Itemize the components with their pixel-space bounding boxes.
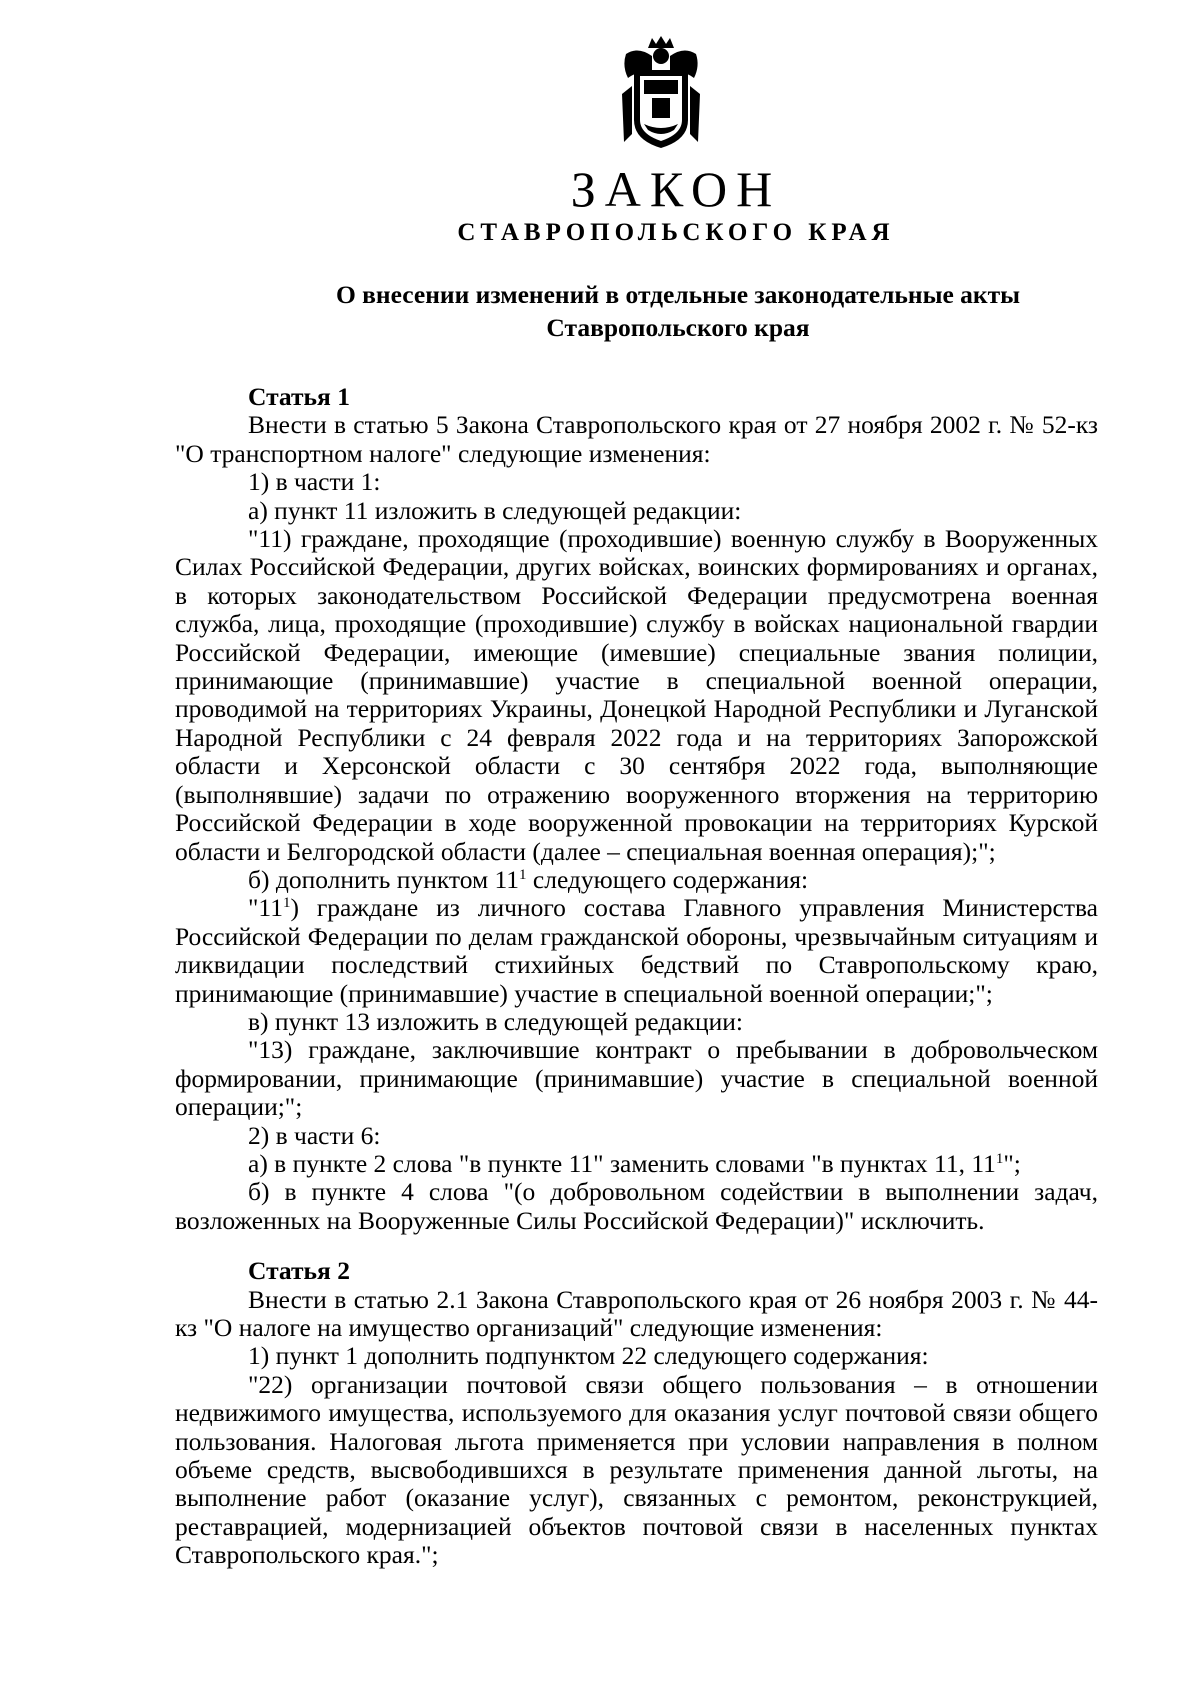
article-1-paragraph [175, 894, 1098, 1008]
heading-line-1: О внесении изменений в отдельные законодательные акты [335, 280, 1021, 309]
article-2-title: Статья 2 [248, 1256, 350, 1286]
article-1-paragraph [175, 1150, 1098, 1178]
article-1-paragraph [175, 866, 1098, 894]
text-run: а) в пункте 2 слова "в пункте 11" заменить словами "в пунктах 11, 11 [248, 1148, 996, 1178]
article-1-paragraph: а) пункт 11 изложить в следующей редакции: [248, 495, 742, 525]
coat-of-arms-icon [618, 34, 704, 152]
superscript: 1 [282, 895, 291, 912]
text-run: "11 [248, 893, 283, 923]
document-subtitle: СТАВРОПОЛЬСКОГО КРАЯ [457, 219, 895, 246]
article-2-intro: Внести в статью 2.1 Закона Ставропольского края от 26 ноября 2003 г. № 44-кз "О налоге на имущество организаций" следующие изменения: [175, 1284, 1098, 1342]
article-1-paragraph: 1) в части 1: [248, 467, 381, 497]
article-1-paragraph: "13) граждане, заключившие контракт о пребывании в добровольческом формировании, принимающие (принимавшие) участие в специальной военной операции;"; [175, 1035, 1098, 1122]
document-heading [258, 278, 1098, 344]
article-2-paragraph: "22) организации почтовой связи общего пользования – в отношении недвижимого имущества, используемого для оказания услуг почтовой связи общего пользования. Налоговая льгота применяется при условии направления в полном объеме средств, высвободившихся в результате применения данной льготы, на выполнение работ (оказание услуг), связанных с ремонтом, реконструкцией, реставрацией, модернизацией объектов почтовой связи в населенных пунктах Ставропольского края."; [175, 1369, 1098, 1570]
superscript: 1 [995, 1150, 1004, 1167]
heading-line-2: Ставропольского края [546, 313, 810, 342]
document-title: ЗАКОН [570, 161, 782, 217]
article-1-title: Статья 1 [248, 382, 350, 411]
document-body [175, 383, 1098, 1570]
article-1-paragraph: 2) в части 6: [248, 1120, 381, 1150]
text-run: "; [1003, 1148, 1021, 1178]
article-1-paragraph: "11) граждане, проходящие (проходившие) военную службу в Вооруженных Силах Российской Федерации, других войсках, воинских формированиях и органах, в которых законодательством Российской Федерации предусмотрена военная служба, лица, проходящие (проходившие) службу в войсках национальной гвардии Российской Федерации, имеющие (имевшие) специальные звания полиции, принимающие (принимавшие) участие в специальной военной операции, проводимой на территориях Украины, Донецкой Народной Республики и Луганской Народной Республики с 24 февраля 2022 года и на территориях Запорожской области и Херсонской области с 30 сентября 2022 года, выполняющие (выполнявшие) задачи по отражению вооруженного вторжения на территорию Российской Федерации в ходе вооруженной провокации на территориях Курской области и Белгородской области (далее – специальная военная операция);"; [175, 524, 1098, 866]
text-run: ) граждане из личного состава Главного управления Министерства Российской Федерации по делам гражданской обороны, чрезвычайным ситуациям и ликвидации последствий стихийных бедствий по Ставропольскому краю, принимающие (принимавшие) участие в специальной военной операции;"; [175, 893, 1098, 1008]
superscript: 1 [519, 866, 527, 883]
article-1-intro: Внести в статью 5 Закона Ставропольского края от 27 ноября 2002 г. № 52-кз "О транспортном налоге" следующие изменения: [175, 410, 1098, 468]
text-run: б) дополнить пунктом 11 [248, 864, 520, 894]
article-1-paragraph: в) пункт 13 изложить в следующей редакции: [248, 1006, 743, 1036]
article-2-paragraph: 1) пункт 1 дополнить подпунктом 22 следующего содержания: [248, 1341, 929, 1371]
text-run: следующего содержания: [526, 864, 809, 894]
article-1-paragraph: б) в пункте 4 слова "(о добровольном содействии в выполнении задач, возложенных на Вооруженные Силы Российской Федерации)" исключить. [175, 1177, 1098, 1235]
